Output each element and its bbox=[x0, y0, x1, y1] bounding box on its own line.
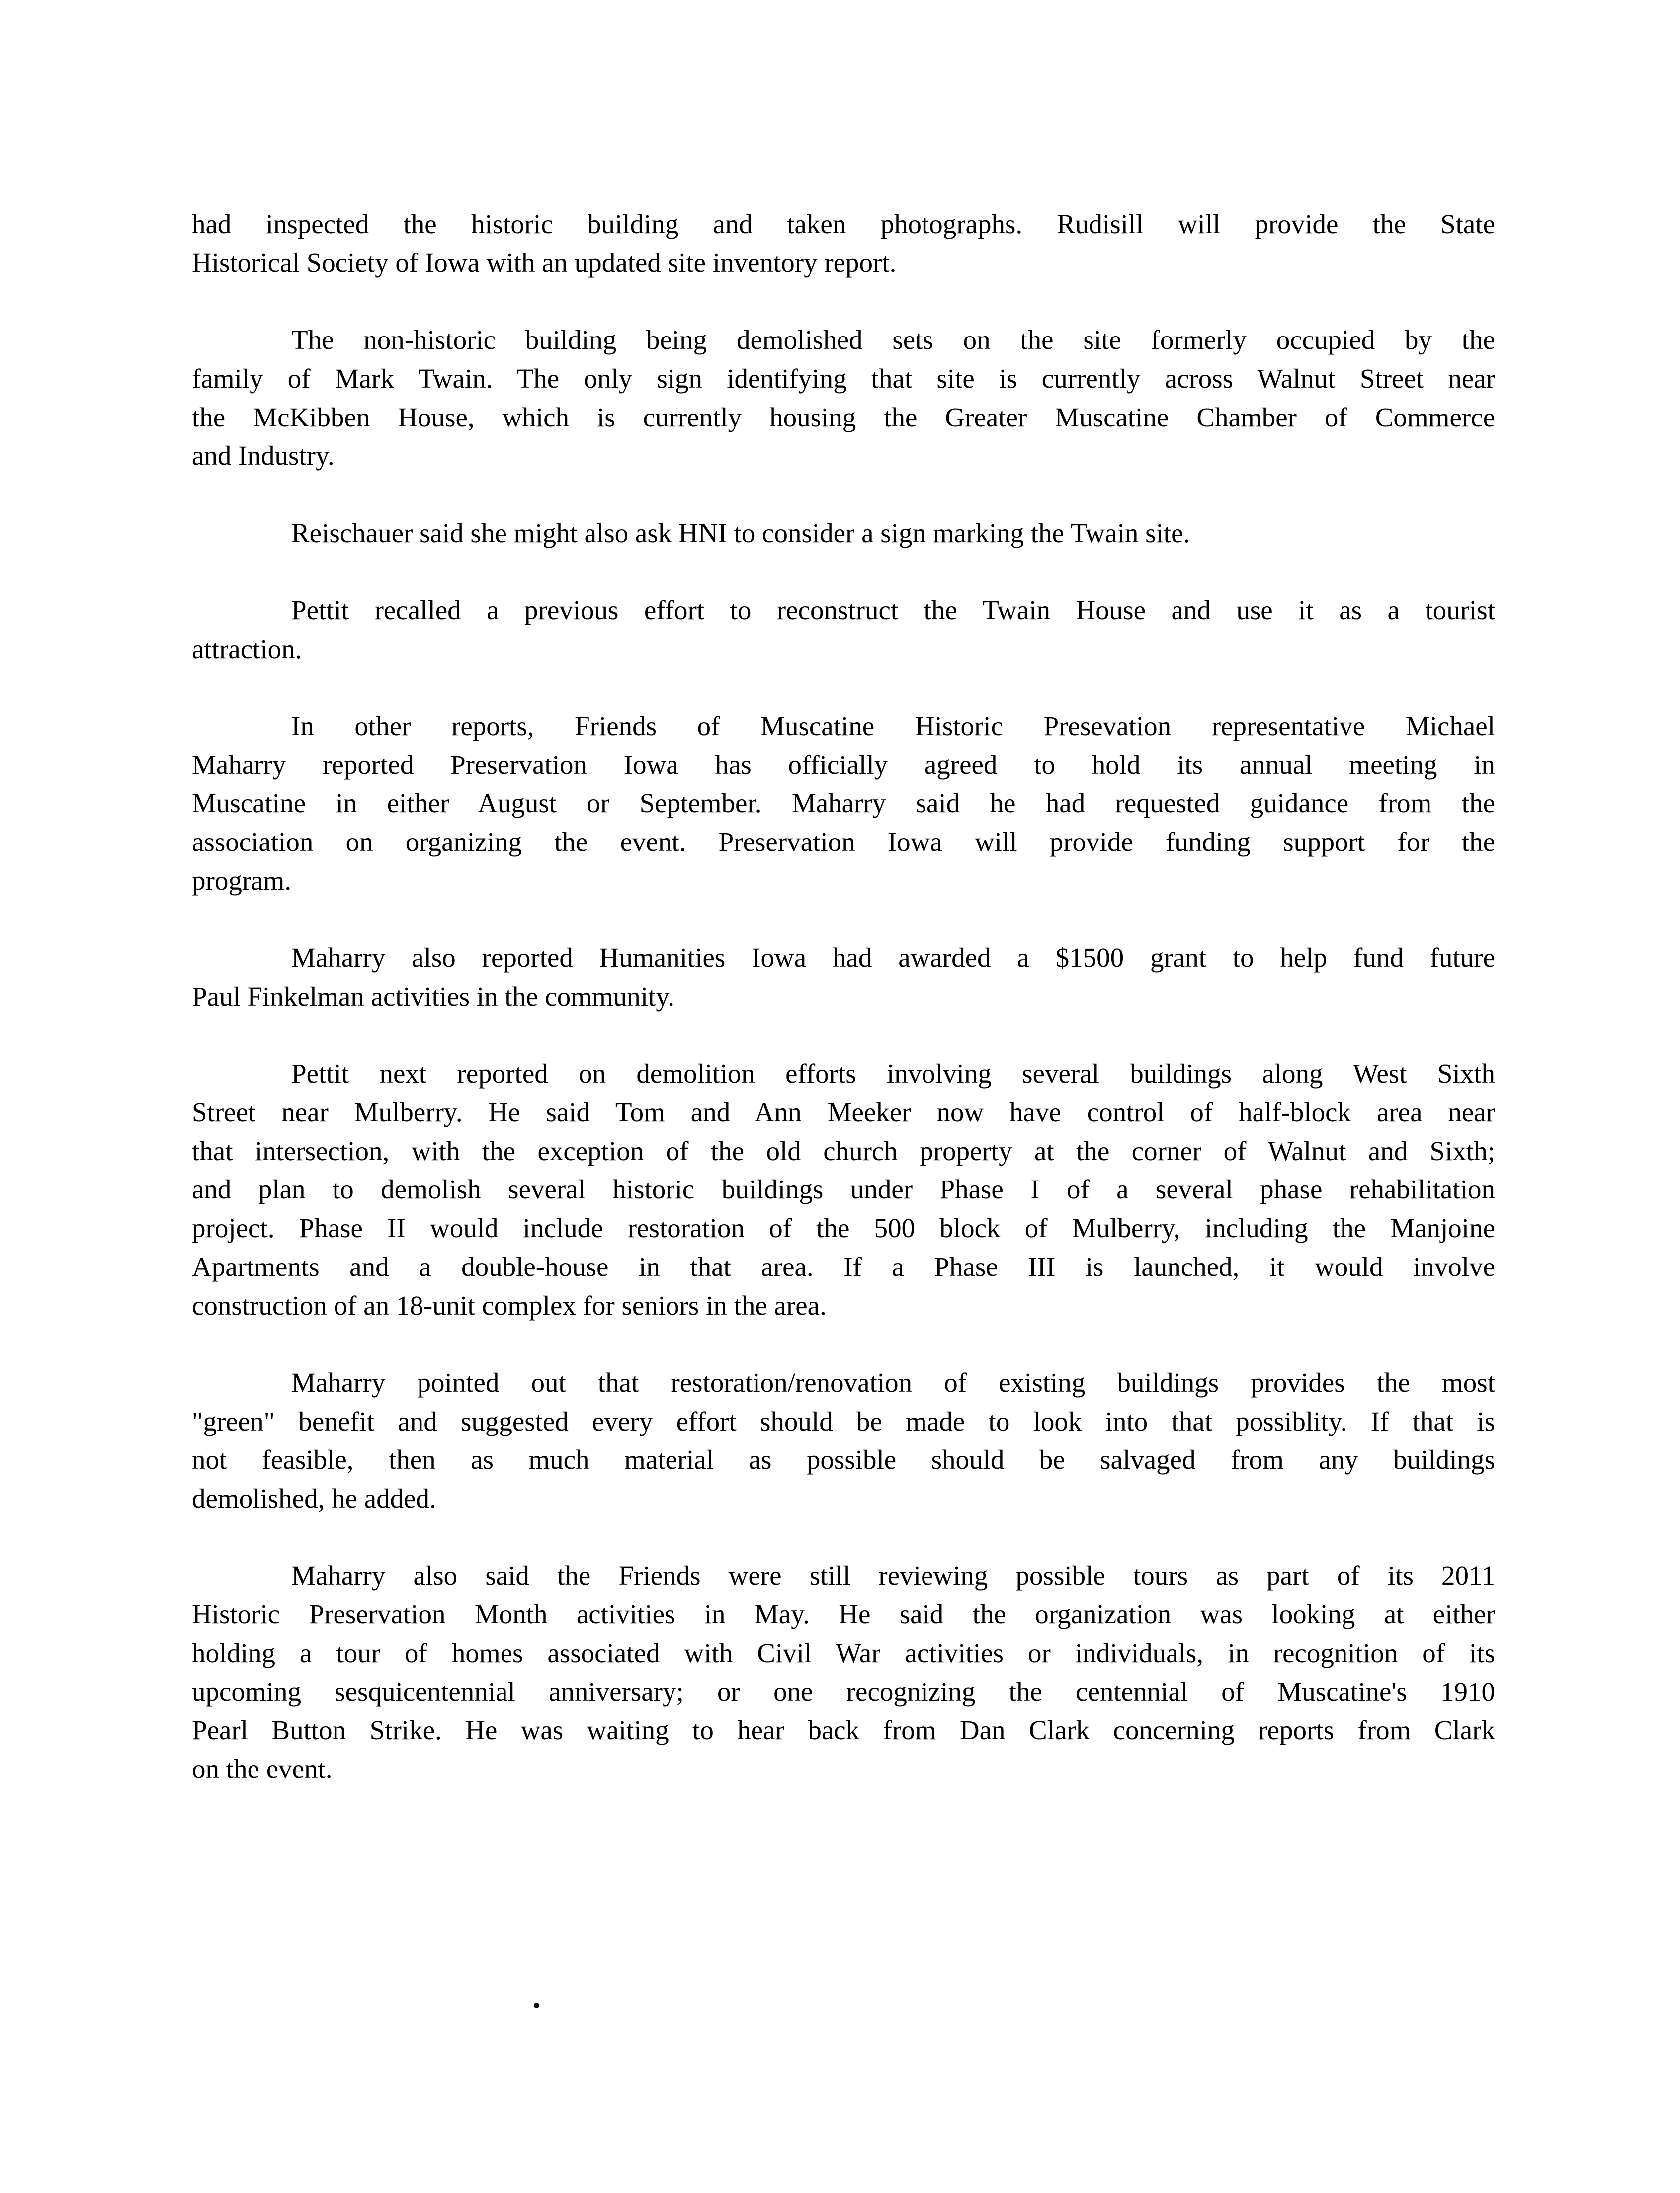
text-line: Pettit recalled a previous effort to reconstruct the Twain House and use it as a tourist bbox=[291, 594, 1495, 625]
text-line: Muscatine in either August or September. Maharry said he had requested guidance from the bbox=[192, 788, 1495, 819]
paragraph bbox=[192, 1054, 1495, 1325]
text-line: construction of an 18-unit complex for seniors in the area. bbox=[192, 1290, 827, 1321]
text-line: demolished, he added. bbox=[192, 1483, 436, 1514]
paragraph bbox=[192, 514, 1495, 553]
text-line: the McKibben House, which is currently housing the Greater Muscatine Chamber of Commerce bbox=[192, 402, 1495, 432]
text-line: Maharry also reported Humanities Iowa had awarded a $1500 grant to help fund future bbox=[291, 942, 1495, 973]
stray-mark bbox=[534, 2003, 539, 2008]
text-line: Pearl Button Strike. He was waiting to hear back from Dan Clark concerning reports from Clark bbox=[192, 1715, 1495, 1746]
paragraph bbox=[192, 938, 1495, 1015]
document-body bbox=[192, 205, 1495, 1827]
text-line: not feasible, then as much material as possible should be salvaged from any buildings bbox=[192, 1444, 1495, 1475]
text-line: Pettit next reported on demolition efforts involving several buildings along West Sixth bbox=[291, 1058, 1495, 1089]
paragraph bbox=[192, 1556, 1495, 1788]
text-line: Historic Preservation Month activities in May. He said the organization was looking at either bbox=[192, 1599, 1495, 1630]
text-line: and plan to demolish several historic buildings under Phase I of a several phase rehabilitation bbox=[192, 1174, 1495, 1205]
text-line: Maharry reported Preservation Iowa has officially agreed to hold its annual meeting in bbox=[192, 749, 1495, 780]
text-line: association on organizing the event. Preservation Iowa will provide funding support for the bbox=[192, 827, 1495, 857]
text-line: Maharry pointed out that restoration/renovation of existing buildings provides the most bbox=[291, 1367, 1495, 1398]
paragraph bbox=[192, 707, 1495, 900]
text-line: In other reports, Friends of Muscatine Historic Presevation representative Michael bbox=[291, 711, 1495, 742]
text-line: holding a tour of homes associated with Civil War activities or individuals, in recognition of its bbox=[192, 1637, 1495, 1668]
text-line: on the event. bbox=[192, 1754, 333, 1784]
text-line: attraction. bbox=[192, 633, 302, 664]
text-line: Historical Society of Iowa with an updated site inventory report. bbox=[192, 247, 897, 278]
text-line: Reischauer said she might also ask HNI to consider a sign marking the Twain site. bbox=[291, 517, 1190, 548]
text-line: had inspected the historic building and taken photographs. Rudisill will provide the State bbox=[192, 209, 1495, 239]
text-line: Paul Finkelman activities in the community. bbox=[192, 981, 675, 1012]
paragraph bbox=[192, 1363, 1495, 1518]
paragraph bbox=[192, 205, 1495, 282]
text-line: Apartments and a double-house in that area. If a Phase III is launched, it would involve bbox=[192, 1251, 1495, 1282]
text-line: upcoming sesquicentennial anniversary; or one recognizing the centennial of Muscatine's 1910 bbox=[192, 1676, 1495, 1707]
text-line: "green" benefit and suggested every effort should be made to look into that possiblity. If that is bbox=[192, 1406, 1495, 1436]
text-line: project. Phase II would include restoration of the 500 block of Mulberry, including the Manjoine bbox=[192, 1213, 1495, 1244]
text-line: family of Mark Twain. The only sign identifying that site is currently across Walnut Street near bbox=[192, 363, 1495, 394]
text-line: Street near Mulberry. He said Tom and Ann Meeker now have control of half-block area near bbox=[192, 1097, 1495, 1128]
paragraph bbox=[192, 321, 1495, 475]
paragraph bbox=[192, 591, 1495, 668]
text-line: program. bbox=[192, 865, 292, 896]
text-line: and Industry. bbox=[192, 440, 335, 471]
text-line: The non-historic building being demolished sets on the site formerly occupied by the bbox=[291, 325, 1495, 355]
text-line: that intersection, with the exception of the old church property at the corner of Walnut and Sixth; bbox=[192, 1135, 1495, 1166]
text-line: Maharry also said the Friends were still reviewing possible tours as part of its 2011 bbox=[291, 1560, 1495, 1591]
